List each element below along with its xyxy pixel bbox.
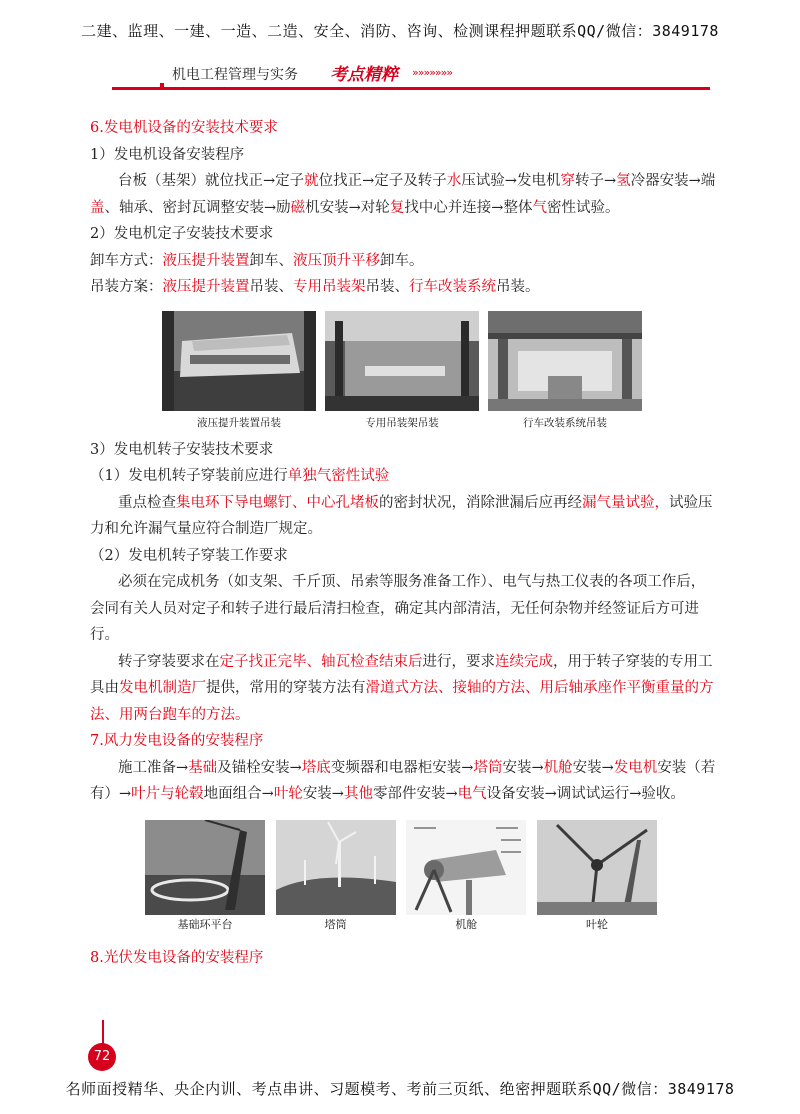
sub-1-paragraph — [90, 168, 716, 221]
body-text: 吊装。 — [496, 279, 540, 295]
body-text: 及锚栓安装→ — [217, 759, 302, 776]
photo-special-frame — [325, 311, 479, 431]
page-content — [90, 115, 716, 971]
rotor-image — [537, 820, 657, 915]
highlight-text: 集电环下导电螺钉、中心孔堵板 — [176, 494, 379, 511]
doc-title: 机电工程管理与实务 — [172, 67, 298, 83]
nacelle-diagram — [406, 820, 526, 915]
sub-2-title: 2）发电机定子安装技术要求 — [90, 226, 274, 242]
highlight-text: 基础 — [188, 759, 218, 776]
highlight-text: 氢 — [616, 173, 631, 189]
section-6-title: 6.发电机设备的安装技术要求 — [90, 120, 278, 136]
page-number-connector — [102, 1020, 104, 1044]
body-text: 卸车。 — [380, 252, 424, 269]
highlight-text: 液压提升装置 — [162, 252, 250, 269]
highlight-text: 穿 — [560, 173, 575, 189]
header-rule-notch — [160, 83, 164, 90]
body-text: 找中心并连接→整体 — [404, 199, 533, 216]
highlight-text: 发电机 — [613, 759, 658, 776]
highlight-text: 滑道式方法、接轴的方法、用后轴承座作平衡重量的方法、用两台跑车的方法。 — [90, 680, 714, 723]
highlight-text: 机舱 — [543, 759, 573, 776]
highlight-text: 塔筒 — [473, 759, 503, 776]
body-text: ，用于转子穿装的专用工具由 — [90, 653, 713, 696]
body-text: 压试验→发电机 — [461, 173, 561, 189]
hydraulic-lift-image — [162, 311, 316, 411]
body-text: 位找正→定子及转子 — [318, 173, 447, 189]
highlight-text: 叶轮 — [273, 786, 303, 802]
crane-system-image — [488, 311, 642, 411]
highlight-text: 定子找正完毕、轴瓦检查结束后 — [219, 653, 423, 670]
page-header — [0, 60, 800, 96]
body-text: 变频器和电器柜安装→ — [330, 759, 474, 776]
photo-caption: 行车改装系统吊装 — [523, 416, 607, 429]
body-text: （1）发电机转子穿装前应进行 — [90, 468, 288, 484]
bottom-banner: 名师面授精华、央企内训、考点串讲、习题模考、考前三页纸、绝密押题联系QQ/微信：3849178 — [65, 1080, 735, 1098]
body-text: 安装→ — [302, 786, 344, 802]
photo-caption: 机舱 — [455, 917, 478, 931]
foundation-ring-image — [145, 820, 265, 915]
highlight-text: 水 — [446, 173, 462, 189]
sub-3-title: 3）发电机转子安装技术要求 — [90, 441, 274, 458]
highlight-text: 液压顶升平移 — [293, 252, 380, 269]
highlight-text: 电气 — [457, 786, 487, 802]
photo-hydraulic-lift — [162, 311, 316, 431]
photo-caption: 专用吊装架吊装 — [365, 416, 439, 429]
sub-1-title: 1）发电机设备安装程序 — [90, 146, 245, 163]
highlight-text: 盖 — [90, 199, 105, 216]
body-text: 台板（基架）就位找正→定子 — [118, 173, 305, 189]
highlight-text: 复 — [389, 199, 405, 216]
highlight-text: 就 — [304, 173, 319, 189]
section-tag: 考点精粹 — [330, 65, 398, 85]
special-frame-image — [325, 311, 479, 411]
photo-foundation-ring — [145, 820, 265, 933]
highlight-text: 磁 — [290, 199, 306, 216]
body-text: 的密封状况，消除泄漏后应再经 — [379, 494, 582, 511]
tower-image — [276, 820, 396, 915]
hoist-plan — [90, 274, 716, 301]
body-text: 卸车方式： — [90, 252, 163, 269]
highlight-text: 连续完成 — [495, 653, 553, 670]
body-text: 吊装方案： — [90, 279, 163, 295]
body-text: 安装（若有）→ — [90, 759, 716, 802]
body-text: 安装→ — [572, 759, 614, 776]
body-text: 零部件安装→ — [372, 786, 458, 802]
photo-caption: 基础环平台 — [177, 917, 233, 931]
body-text: 试验压力和允许漏气量应符合制造厂规定。 — [90, 494, 713, 537]
photo-tower — [276, 820, 396, 933]
top-banner: 二建、监理、一建、一造、二造、安全、消防、咨询、检测课程押题联系QQ/微信：3849178 — [81, 22, 719, 40]
highlight-text: 发电机制造厂 — [119, 680, 206, 696]
photo-rotor — [537, 820, 657, 933]
sub-3-1-title — [90, 463, 716, 490]
section-7-paragraph — [90, 755, 716, 808]
section-8-title: 8.光伏发电设备的安装程序 — [90, 949, 264, 966]
body-text: 施工准备→ — [118, 759, 189, 776]
sub-3-2-paragraph-2 — [90, 649, 716, 729]
body-text: 、轴承、密封瓦调整安装→励 — [104, 199, 291, 216]
highlight-text: 漏气量试验， — [582, 494, 669, 511]
header-rule — [112, 87, 710, 90]
highlight-text: 叶片与轮毂 — [131, 786, 204, 802]
photo-caption: 液压提升装置吊装 — [197, 416, 281, 429]
highlight-text: 气 — [532, 199, 547, 216]
body-text: 转子→ — [574, 173, 617, 189]
body-text: 吊装、 — [365, 279, 409, 295]
photo-caption: 叶轮 — [585, 917, 608, 931]
body-text: 重点检查 — [118, 494, 176, 511]
body-text: 吊装、 — [249, 279, 293, 295]
highlight-text: 专用吊装架 — [293, 279, 366, 295]
section-7-title: 7.风力发电设备的安装程序 — [90, 733, 264, 749]
photo-caption: 塔筒 — [324, 917, 347, 931]
sub-3-1-paragraph — [90, 490, 716, 543]
body-text: 冷器安装→端 — [630, 173, 716, 189]
highlight-text: 行车改装系统 — [409, 279, 496, 295]
wind-photo-row — [145, 820, 657, 933]
photo-crane-system — [488, 311, 642, 431]
body-text: 卸车、 — [249, 252, 293, 269]
body-text: 地面组合→ — [203, 786, 274, 802]
body-text: 设备安装→调试试运行→验收。 — [486, 786, 685, 802]
sub-3-2-title: （2）发电机转子穿装工作要求 — [90, 547, 288, 564]
highlight-text: 单独气密性试验 — [287, 468, 390, 484]
sub-3-2-paragraph-1: 必须在完成机务（如支架、千斤顶、吊索等服务准备工作）、电气与热工仪表的各项工作后，会同有关人员对定子和转子进行最后清扫检查，确定其内部清洁，无任何杂物并经签证后方可进行。 — [90, 574, 706, 643]
body-text: 提供，常用的穿装方法有 — [206, 680, 366, 696]
body-text: 进行，要求 — [422, 653, 495, 670]
highlight-text: 液压提升装置 — [162, 279, 250, 295]
stator-photo-row — [162, 311, 642, 431]
highlight-text: 其他 — [343, 786, 373, 802]
body-text: 安装→ — [502, 759, 544, 776]
highlight-text: 塔底 — [301, 759, 331, 776]
photo-nacelle — [406, 820, 526, 933]
unload-method — [90, 248, 716, 275]
body-text: 机安装→对轮 — [305, 199, 390, 216]
body-text: 转子穿装要求在 — [118, 653, 220, 670]
body-text: 密性试验。 — [546, 199, 620, 216]
arrows-decoration: »»»»»»» — [412, 66, 453, 79]
page-number: 72 — [88, 1043, 116, 1071]
